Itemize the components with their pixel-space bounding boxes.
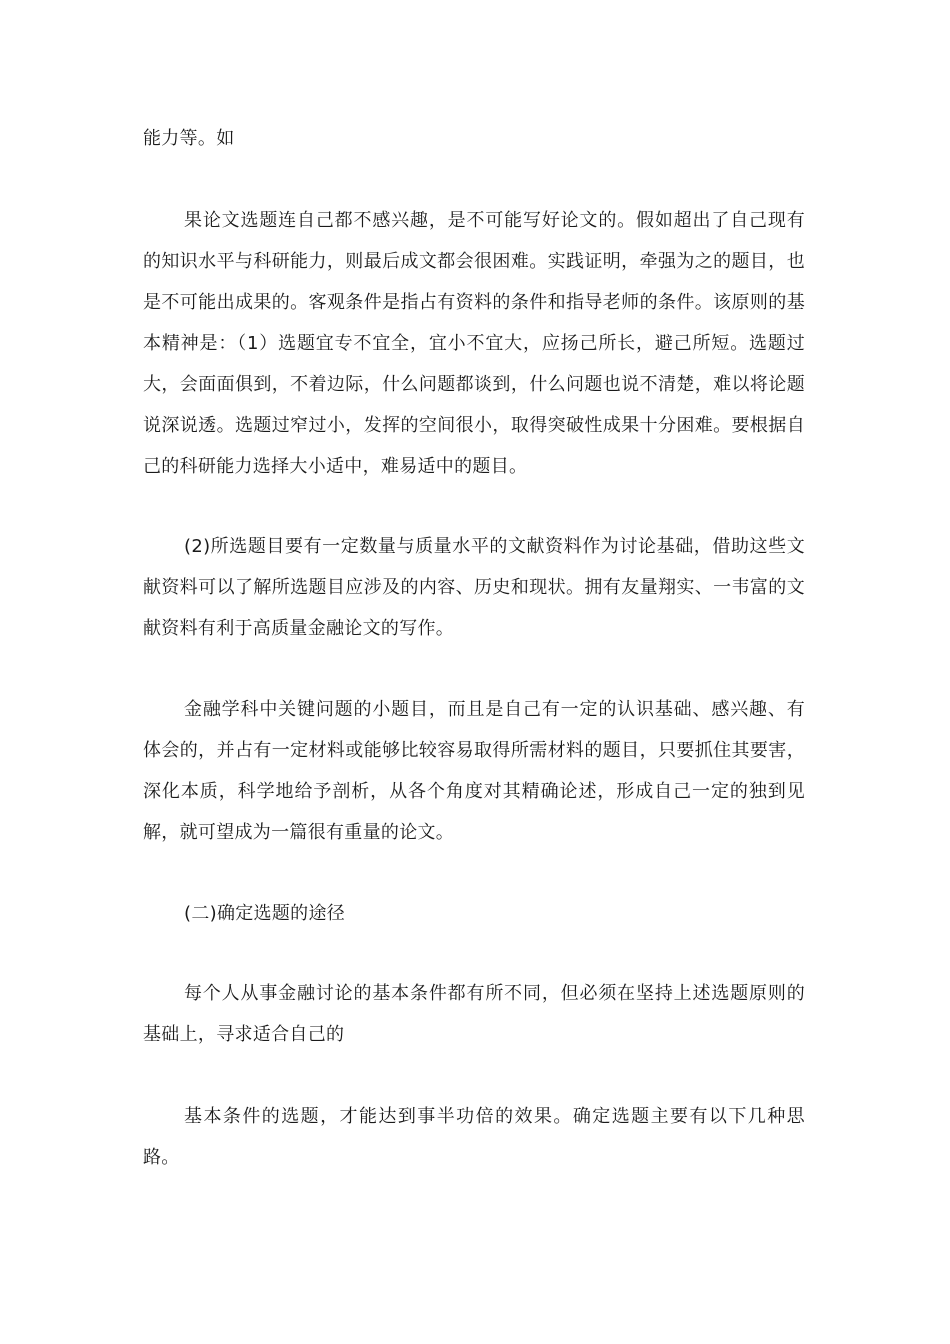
paragraph-selection-principles: 果论文选题连自己都不感兴趣，是不可能写好论文的。假如超出了自己现有的知识水平与科研能力，则最后成文都会很困难。实践证明，牵强为之的题目，也是不可能出成果的。客观条件是指占有资料的条件和指导老师的条件。该原则的基本精神是：（1）选题宜专不宜全，宜小不宜大，应扬己所长，避己所短。选题过大，会面面俱到，不着边际，什么问题都谈到，什么问题也说不清楚，难以将论题说深说透。选题过窄过小，发挥的空间很小，取得突破性成果十分困难。要根据自己的科研能力选择大小适中，难易适中的题目。 (143, 210, 805, 477)
paragraph-selection-ideas: 基本条件的选题，才能达到事半功倍的效果。确定选题主要有以下几种思路。 (143, 1106, 805, 1168)
section-heading-selection-approach: (二)确定选题的途径 (184, 903, 346, 924)
paragraph-basic-conditions: 每个人从事金融讨论的基本条件都有所不同，但必须在坚持上述选题原则的基础上，寻求适合自己的 (143, 983, 805, 1045)
paragraph-literature-basis: (2)所选题目要有一定数量与质量水平的文献资料作为讨论基础，借助这些文献资料可以了解所选题目应涉及的内容、历史和现状。拥有友量翔实、一韦富的文献资料有利于高质量金融论文的写作。 (143, 536, 805, 639)
paragraph-continuation: 能力等。如 (143, 128, 235, 149)
paragraph-key-issues: 金融学科中关键问题的小题目，而且是自己有一定的认识基础、感兴趣、有体会的，并占有一定材料或能够比较容易取得所需材料的题目，只要抓住其要害，深化本质，科学地给予剖析，从各个角度对其精确论述，形成自己一定的独到见解，就可望成为一篇很有重量的论文。 (143, 699, 805, 843)
